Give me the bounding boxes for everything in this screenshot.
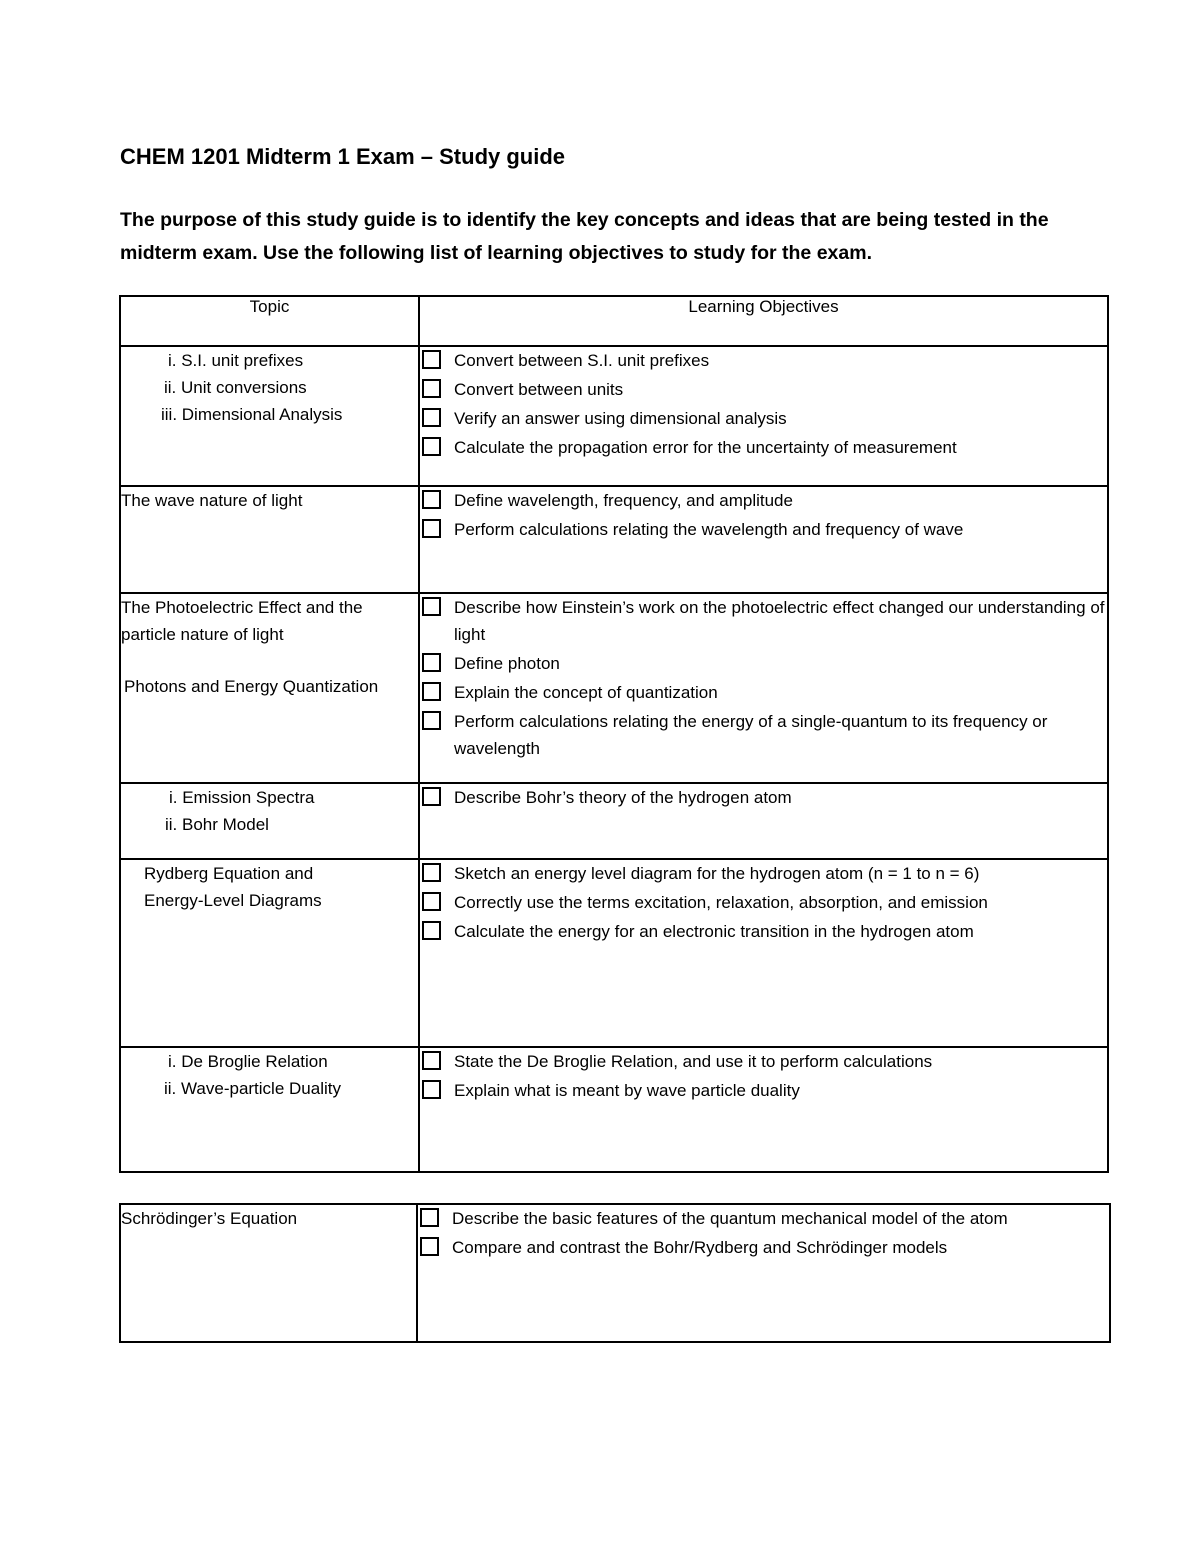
topic-line: i. Emission Spectra <box>169 788 315 807</box>
checkbox[interactable] <box>422 892 441 911</box>
objective-item <box>420 405 1107 432</box>
checkbox[interactable] <box>420 1208 439 1227</box>
objective-text: Convert between units <box>454 380 624 399</box>
objective-item <box>420 679 1107 706</box>
objective-text: Describe Bohr’s theory of the hydrogen atom <box>454 788 792 807</box>
topic-line: ii. Unit conversions <box>164 378 307 397</box>
checkbox[interactable] <box>422 490 441 509</box>
table-row <box>120 486 1108 593</box>
topic-line: ii. Wave-particle Duality <box>164 1079 341 1098</box>
table-row <box>120 1047 1108 1172</box>
topic-line: i. S.I. unit prefixes <box>168 351 304 370</box>
objective-item <box>420 516 1107 543</box>
objective-item <box>420 1077 1107 1104</box>
topic-header: Topic <box>120 296 419 346</box>
objective-text: Compare and contrast the Bohr/Rydberg and Schrödinger models <box>452 1238 948 1257</box>
objective-text: Sketch an energy level diagram for the hydrogen atom (n = 1 to n = 6) <box>454 864 980 883</box>
objective-text: Calculate the propagation error for the uncertainty of measurement <box>454 438 957 457</box>
objective-item <box>420 889 1107 916</box>
objective-text: Describe the basic features of the quantum mechanical model of the atom <box>452 1209 1008 1228</box>
checkbox[interactable] <box>422 787 441 806</box>
checkbox[interactable] <box>422 1051 441 1070</box>
topic-line: The wave nature of light <box>121 491 303 510</box>
topic-line: The Photoelectric Effect and the particle nature of light <box>121 598 363 644</box>
topic-line: iii. Dimensional Analysis <box>161 405 343 424</box>
table-row <box>120 783 1108 859</box>
table-row <box>120 1204 1110 1342</box>
objective-text: Convert between S.I. unit prefixes <box>454 351 710 370</box>
objective-text: Correctly use the terms excitation, relaxation, absorption, and emission <box>454 893 988 912</box>
topic-line: Schrödinger’s Equation <box>121 1209 298 1228</box>
topic-cell <box>120 346 419 486</box>
objectives-header: Learning Objectives <box>419 296 1108 346</box>
objective-item <box>420 650 1107 677</box>
topic-cell <box>120 1047 419 1172</box>
objective-text: Calculate the energy for an electronic transition in the hydrogen atom <box>454 922 974 941</box>
objectives-cell <box>417 1204 1110 1342</box>
objectives-cell <box>419 486 1108 593</box>
checkbox[interactable] <box>422 519 441 538</box>
objectives-cell <box>419 346 1108 486</box>
checkbox[interactable] <box>422 597 441 616</box>
objective-item <box>418 1205 1109 1232</box>
objective-item <box>420 784 1107 811</box>
document-title: CHEM 1201 Midterm 1 Exam – Study guide <box>120 144 566 169</box>
objective-text: Perform calculations relating the energy of a single-quantum to its frequency or wavelength <box>454 712 1048 758</box>
checkbox[interactable] <box>422 408 441 427</box>
objectives-cell <box>419 1047 1108 1172</box>
objective-item <box>420 1048 1107 1075</box>
objective-item <box>420 376 1107 403</box>
objectives-cell <box>419 783 1108 859</box>
checkbox[interactable] <box>422 350 441 369</box>
checkbox[interactable] <box>422 379 441 398</box>
objective-text: Explain the concept of quantization <box>454 683 718 702</box>
objective-text: Explain what is meant by wave particle duality <box>454 1081 800 1100</box>
checkbox[interactable] <box>422 921 441 940</box>
topic-cell <box>120 486 419 593</box>
topic-cell <box>120 1204 417 1342</box>
topic-line: Rydberg Equation and Energy-Level Diagrams <box>144 864 322 910</box>
checkbox[interactable] <box>422 863 441 882</box>
objective-text: Define wavelength, frequency, and amplitude <box>454 491 793 510</box>
topic-line: Photons and Energy Quantization <box>124 677 379 696</box>
objective-text: Verify an answer using dimensional analysis <box>454 409 787 428</box>
objective-item <box>420 594 1107 648</box>
schrodinger-table <box>119 1203 1111 1343</box>
checkbox[interactable] <box>422 437 441 456</box>
checkbox[interactable] <box>422 1080 441 1099</box>
checkbox[interactable] <box>422 682 441 701</box>
checkbox[interactable] <box>420 1237 439 1256</box>
objective-text: Describe how Einstein’s work on the photoelectric effect changed our understanding of light <box>454 598 1105 644</box>
learning-objectives-table <box>119 295 1109 1173</box>
table-row <box>120 859 1108 1047</box>
topic-line: i. De Broglie Relation <box>168 1052 328 1071</box>
topic-cell <box>120 783 419 859</box>
table-header-row <box>120 296 1108 346</box>
objective-text: Perform calculations relating the wavelength and frequency of wave <box>454 520 964 539</box>
intro-paragraph: The purpose of this study guide is to identify the key concepts and ideas that are being tested in the midterm exam. Use the following list of learning objectives to study for the exam. <box>120 209 1049 264</box>
objective-item <box>420 918 1107 945</box>
objective-item <box>420 708 1107 762</box>
topic-line: ii. Bohr Model <box>165 815 269 834</box>
objective-item <box>420 434 1107 461</box>
table-row <box>120 593 1108 783</box>
objectives-cell <box>419 859 1108 1047</box>
objective-text: State the De Broglie Relation, and use it to perform calculations <box>454 1052 933 1071</box>
objective-item <box>420 347 1107 374</box>
objective-item <box>418 1234 1109 1261</box>
objective-text: Define photon <box>454 654 560 673</box>
objective-item <box>420 487 1107 514</box>
table-row <box>120 346 1108 486</box>
checkbox[interactable] <box>422 653 441 672</box>
topic-cell <box>120 593 419 783</box>
checkbox[interactable] <box>422 711 441 730</box>
objective-item <box>420 860 1107 887</box>
objectives-cell <box>419 593 1108 783</box>
topic-cell <box>120 859 419 1047</box>
